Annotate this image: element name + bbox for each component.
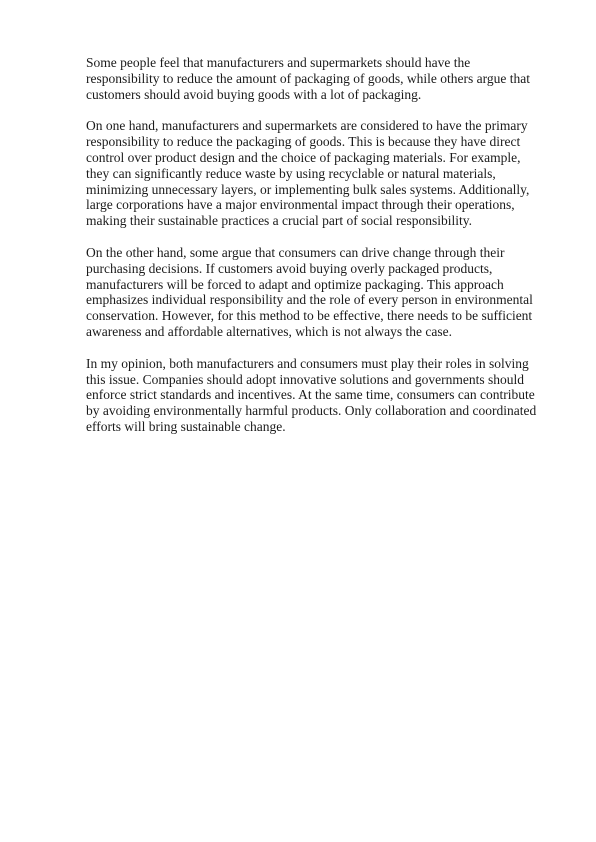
text-line: enforce strict standards and incentives. At the same time, consumers can contribute	[86, 387, 535, 403]
paragraph-manufacturers-view	[86, 118, 562, 229]
text-line: responsibility to reduce the amount of packaging of goods, while others argue that	[86, 70, 531, 86]
essay-body	[86, 55, 562, 451]
text-line: customers should avoid buying goods with a lot of packaging.	[86, 86, 422, 102]
text-line: making their sustainable practices a crucial part of social responsibility.	[86, 213, 472, 229]
paragraph-consumers-view	[86, 245, 562, 340]
text-line: On the other hand, some argue that consumers can drive change through their	[86, 244, 505, 260]
text-line: manufacturers will be forced to adapt and optimize packaging. This approach	[86, 276, 504, 292]
text-line: control over product design and the choice of packaging materials. For example,	[86, 149, 521, 165]
paragraph-introduction	[86, 55, 562, 102]
text-line: large corporations have a major environmental impact through their operations,	[86, 197, 515, 213]
text-line: On one hand, manufacturers and supermarkets are considered to have the primary	[86, 118, 528, 134]
text-line: by avoiding environmentally harmful products. Only collaboration and coordinated	[86, 403, 537, 419]
text-line: In my opinion, both manufacturers and consumers must play their roles in solving	[86, 355, 529, 371]
text-line: Some people feel that manufacturers and supermarkets should have the	[86, 55, 471, 70]
text-line: conservation. However, for this method to be effective, there needs to be sufficient	[86, 308, 533, 324]
text-line: they can significantly reduce waste by using recyclable or natural materials,	[86, 165, 496, 181]
text-line: efforts will bring sustainable change.	[86, 418, 286, 434]
text-line: minimizing unnecessary layers, or implementing bulk sales systems. Additionally,	[86, 181, 530, 197]
text-line: awareness and affordable alternatives, which is not always the case.	[86, 323, 452, 339]
text-line: emphasizes individual responsibility and the role of every person in environmental	[86, 292, 533, 308]
text-line: responsibility to reduce the packaging of goods. This is because they have direct	[86, 134, 521, 150]
paragraph-conclusion	[86, 356, 562, 435]
text-line: purchasing decisions. If customers avoid buying overly packaged products,	[86, 260, 493, 276]
text-line: this issue. Companies should adopt innovative solutions and governments should	[86, 371, 524, 387]
